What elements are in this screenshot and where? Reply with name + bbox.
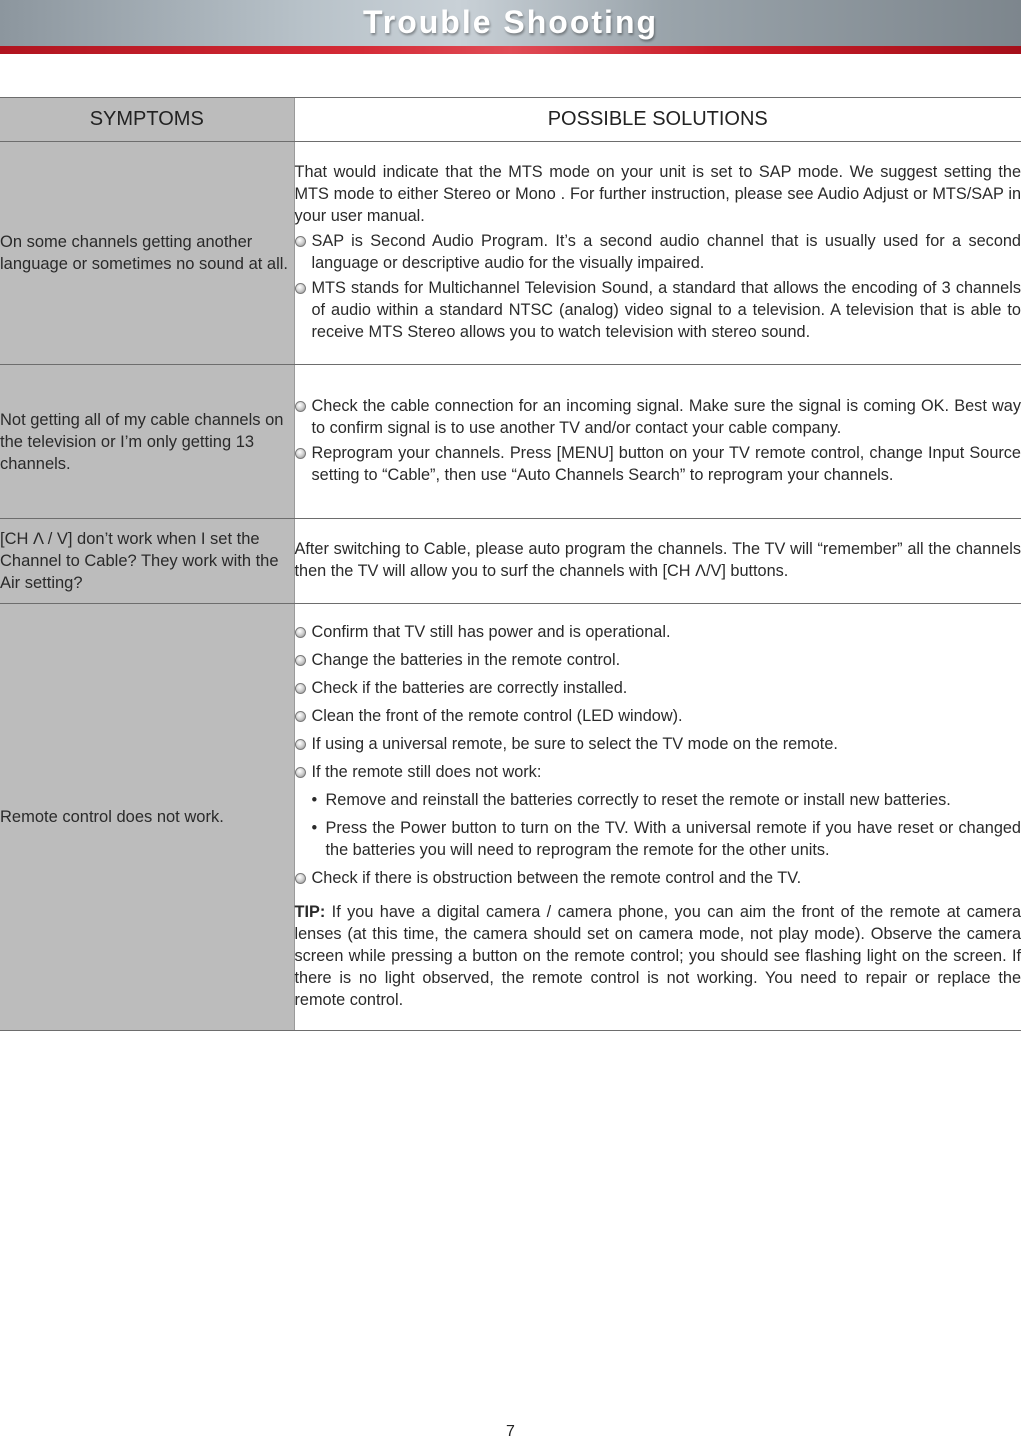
solution-bullet bbox=[295, 277, 1021, 343]
bullet-text: Change the batteries in the remote control. bbox=[312, 651, 621, 669]
bullet-icon bbox=[295, 683, 306, 694]
tip-paragraph bbox=[295, 901, 1021, 1011]
solution-bullet bbox=[295, 733, 1021, 755]
bullet-text: If using a universal remote, be sure to select the TV mode on the remote. bbox=[312, 735, 838, 753]
bullet-text: Check if the batteries are correctly installed. bbox=[312, 679, 628, 697]
symptom-cell: Not getting all of my cable channels on the television or I’m only getting 13 channels. bbox=[0, 365, 294, 519]
solution-bullet bbox=[295, 867, 1021, 889]
solution-intro: That would indicate that the MTS mode on your unit is set to SAP mode. We suggest setting the MTS mode to either Stereo or Mono . For further instruction, please see Audio Adjust or MTS/SAP in your user manual. bbox=[295, 161, 1021, 227]
tip-text: If you have a digital camera / camera phone, you can aim the front of the remote at camera lenses (at this time, the camera should set on camera mode, not play mode). Observe the camera screen while pressing a button on the remote control; you should see flashing light on the screen. If there is no light observed, the remote control is not working. You need to repair or replace the remote control. bbox=[295, 903, 1021, 1009]
bullet-text: Clean the front of the remote control (LED window). bbox=[312, 707, 683, 725]
solution-bullet bbox=[295, 395, 1021, 439]
page-number: 7 bbox=[0, 1423, 1021, 1441]
table-row bbox=[0, 519, 1021, 604]
table-row bbox=[0, 365, 1021, 519]
solution-cell bbox=[294, 365, 1021, 519]
symptom-cell: Remote control does not work. bbox=[0, 604, 294, 1031]
table-header-row bbox=[0, 98, 1021, 142]
bullet-icon bbox=[295, 655, 306, 666]
bullet-icon bbox=[295, 711, 306, 722]
bullet-icon bbox=[295, 767, 306, 778]
page-title: Trouble Shooting bbox=[0, 4, 1021, 41]
symptom-cell: On some channels getting another language or sometimes no sound at all. bbox=[0, 142, 294, 365]
troubleshooting-table bbox=[0, 97, 1021, 1031]
solution-bullet bbox=[295, 705, 1021, 727]
table-row bbox=[0, 604, 1021, 1031]
sub-bullet-marker: • bbox=[312, 817, 318, 839]
bullet-icon bbox=[295, 739, 306, 750]
bullet-text: Check the cable connection for an incoming signal. Make sure the signal is coming OK. Best way to confirm signal is to use another TV and/or contact your cable company. bbox=[312, 397, 1021, 437]
sub-item-text: Remove and reinstall the batteries correctly to reset the remote or install new batteries. bbox=[326, 791, 951, 809]
solution-cell bbox=[294, 519, 1021, 604]
solution-bullet bbox=[295, 761, 1021, 783]
symptom-cell: [CH Λ / V] don’t work when I set the Channel to Cable? They work with the Air setting? bbox=[0, 519, 294, 604]
table-row bbox=[0, 142, 1021, 365]
bullet-icon bbox=[295, 873, 306, 884]
solution-bullet bbox=[295, 442, 1021, 486]
bullet-text: SAP is Second Audio Program. It’s a second audio channel that is usually used for a second language or descriptive audio for the visually impaired. bbox=[312, 232, 1021, 272]
bullet-text: Confirm that TV still has power and is operational. bbox=[312, 623, 671, 641]
solution-bullet bbox=[295, 621, 1021, 643]
solution-sub-item bbox=[295, 817, 1021, 861]
solution-bullet bbox=[295, 649, 1021, 671]
solution-cell bbox=[294, 142, 1021, 365]
solution-cell bbox=[294, 604, 1021, 1031]
bullet-icon bbox=[295, 401, 306, 412]
solutions-column-header: POSSIBLE SOLUTIONS bbox=[294, 98, 1021, 142]
bullet-text: If the remote still does not work: bbox=[312, 763, 542, 781]
symptoms-column-header: SYMPTOMS bbox=[0, 98, 294, 142]
bullet-icon bbox=[295, 448, 306, 459]
bullet-icon bbox=[295, 283, 306, 294]
sub-bullet-marker: • bbox=[312, 789, 318, 811]
solution-bullet bbox=[295, 677, 1021, 699]
tip-label: TIP: bbox=[295, 903, 326, 921]
bullet-text: MTS stands for Multichannel Television Sound, a standard that allows the encoding of 3 channels of audio within a standard NTSC (analog) video signal to a television. A television that is able to receive MTS Stereo allows you to watch television with stereo sound. bbox=[312, 279, 1021, 341]
title-banner bbox=[0, 0, 1021, 46]
bullet-icon bbox=[295, 236, 306, 247]
bullet-icon bbox=[295, 627, 306, 638]
solution-bullet bbox=[295, 230, 1021, 274]
sub-item-text: Press the Power button to turn on the TV. With a universal remote if you have reset or changed the batteries you will need to reprogram the remote for the other units. bbox=[326, 819, 1021, 859]
title-accent-bar bbox=[0, 46, 1021, 54]
bullet-text: Reprogram your channels. Press [MENU] button on your TV remote control, change Input Source setting to “Cable”, then use “Auto Channels Search” to reprogram your channels. bbox=[312, 444, 1021, 484]
solution-sub-item bbox=[295, 789, 1021, 811]
solution-text: After switching to Cable, please auto program the channels. The TV will “remember” all the channels then the TV will allow you to surf the channels with [CH Λ/V] buttons. bbox=[295, 538, 1021, 582]
bullet-text: Check if there is obstruction between the remote control and the TV. bbox=[312, 869, 802, 887]
